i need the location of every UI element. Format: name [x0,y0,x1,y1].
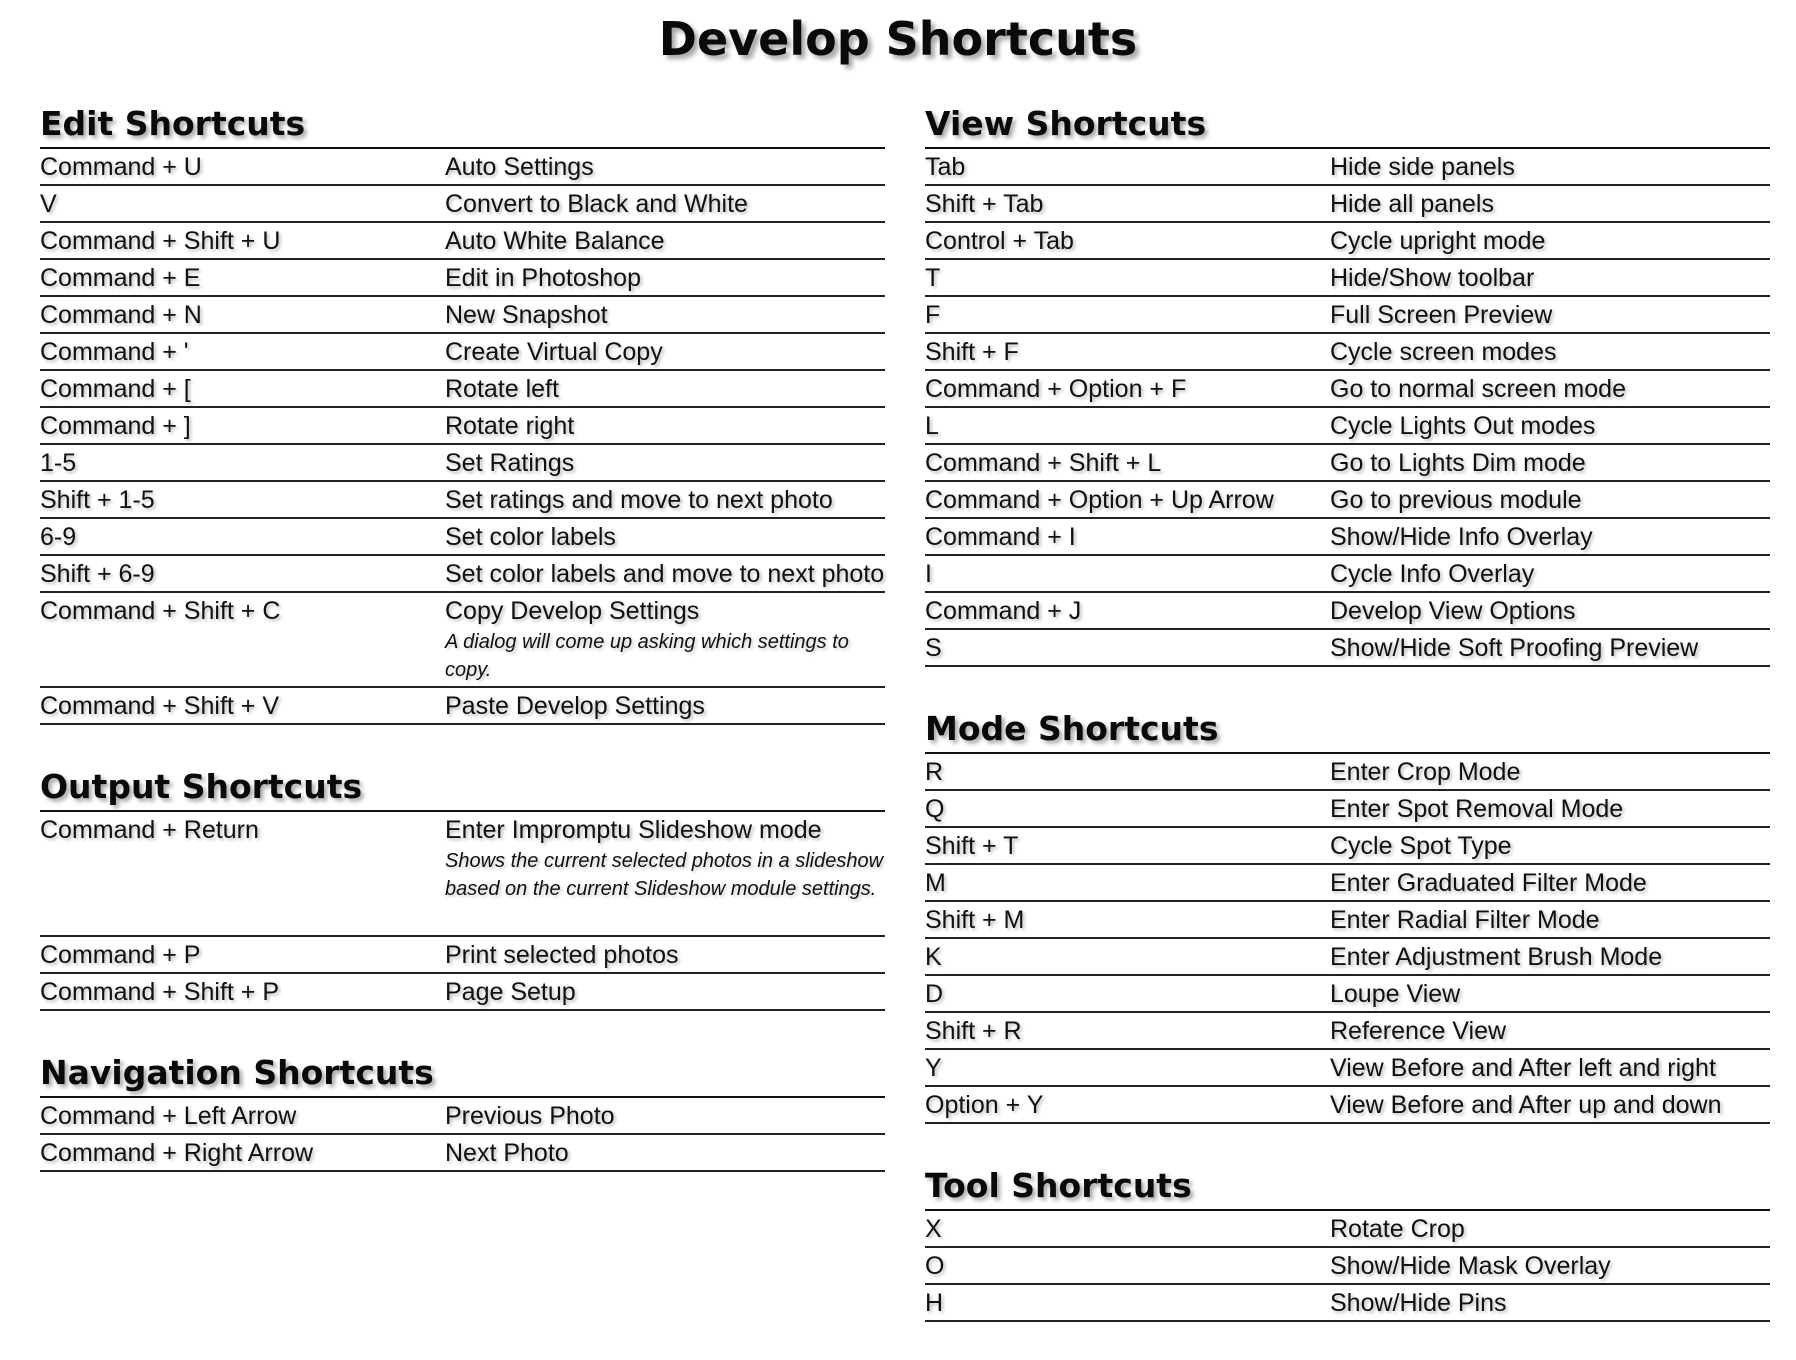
shortcut-list [925,1211,1770,1322]
shortcut-key: S [925,634,942,662]
shortcut-description: Page Setup [445,978,576,1006]
shortcut-list [40,812,885,1011]
shortcut-key: I [925,560,932,588]
shortcut-description: Set ratings and move to next photo [445,486,833,514]
shortcut-description-cell [1330,1248,1770,1283]
shortcut-description-cell [445,445,885,480]
shortcut-row [925,791,1770,828]
shortcut-key: Command + Shift + C [40,597,281,625]
shortcut-list [40,149,885,725]
shortcut-row [925,223,1770,260]
shortcut-key: V [40,190,57,218]
shortcut-description-cell [1330,1285,1770,1320]
shortcut-description-cell [1330,149,1770,184]
shortcut-key: Command + ' [40,338,189,366]
shortcut-key: Shift + F [925,338,1019,366]
shortcut-key: Command + Left Arrow [40,1102,297,1130]
shortcut-row [40,1135,885,1172]
shortcut-row [925,149,1770,186]
section-title: View Shortcuts [925,100,1770,149]
shortcut-description: Show/Hide Info Overlay [1330,523,1593,551]
shortcut-description: Reference View [1330,1017,1507,1045]
shortcut-key: Command + E [40,264,201,292]
shortcut-row [925,186,1770,223]
shortcut-row [40,260,885,297]
shortcut-row [40,223,885,260]
shortcut-description: Hide all panels [1330,190,1494,218]
shortcut-description-cell [1330,1211,1770,1246]
shortcut-description-cell [445,812,885,935]
shortcut-description-cell [445,149,885,184]
shortcut-key: M [925,869,946,897]
shortcut-description: Print selected photos [445,941,679,969]
shortcut-description-cell [1330,297,1770,332]
section-title: Tool Shortcuts [925,1162,1770,1211]
shortcut-key: Shift + T [925,832,1019,860]
shortcut-description: Hide/Show toolbar [1330,264,1535,292]
shortcut-key: R [925,758,944,786]
shortcut-description-cell [445,1098,885,1133]
shortcut-description-cell [445,334,885,369]
shortcut-key: T [925,264,941,292]
shortcut-description-cell [1330,593,1770,628]
shortcut-description: Set color labels [445,523,616,551]
shortcut-description: Rotate Crop [1330,1215,1465,1243]
shortcut-description-cell [1330,223,1770,258]
shortcut-row [925,593,1770,630]
shortcut-key: Command + P [40,941,201,969]
shortcut-row [925,334,1770,371]
shortcut-key: Command + N [40,301,202,329]
shortcut-row [40,519,885,556]
shortcut-description-cell [1330,334,1770,369]
shortcut-description-cell [1330,408,1770,443]
shortcut-key: Command + Shift + L [925,449,1162,477]
shortcut-key: Shift + R [925,1017,1022,1045]
shortcut-row [925,408,1770,445]
shortcut-description-cell [445,974,885,1009]
shortcut-description: Paste Develop Settings [445,692,705,720]
shortcut-key: Option + Y [925,1091,1044,1119]
shortcut-description: View Before and After up and down [1330,1091,1722,1119]
shortcut-key: O [925,1252,945,1280]
tool-shortcuts-section [925,1162,1770,1322]
shortcut-row [40,297,885,334]
shortcut-description: Full Screen Preview [1330,301,1553,329]
shortcut-list [40,1098,885,1172]
section-title: Edit Shortcuts [40,100,885,149]
shortcut-key: Command + Shift + P [40,978,280,1006]
shortcut-description: Enter Adjustment Brush Mode [1330,943,1663,971]
shortcut-row [925,445,1770,482]
shortcut-row [925,1285,1770,1322]
shortcut-description-cell [1330,1087,1770,1122]
shortcut-key: F [925,301,941,329]
shortcut-description-cell [445,519,885,554]
shortcut-key: 1-5 [40,449,77,477]
shortcut-row [925,556,1770,593]
shortcut-row [925,482,1770,519]
shortcut-key: K [925,943,942,971]
shortcut-description: Cycle Lights Out modes [1330,412,1596,440]
shortcut-description: Next Photo [445,1139,569,1167]
shortcut-description: Auto White Balance [445,227,665,255]
shortcut-description: Edit in Photoshop [445,264,641,292]
shortcut-description: Show/Hide Mask Overlay [1330,1252,1611,1280]
shortcut-row [40,974,885,1011]
shortcut-description: Hide side panels [1330,153,1515,181]
shortcut-description: View Before and After left and right [1330,1054,1716,1082]
shortcut-row [925,297,1770,334]
section-title: Output Shortcuts [40,763,885,812]
shortcut-row [925,371,1770,408]
shortcut-description: Enter Graduated Filter Mode [1330,869,1647,897]
shortcut-key: Command + Shift + U [40,227,281,255]
shortcut-row [40,371,885,408]
mode-shortcuts-section [925,705,1770,1124]
view-shortcuts-section [925,100,1770,667]
shortcut-row [925,865,1770,902]
shortcut-description: Auto Settings [445,153,594,181]
shortcut-description: Create Virtual Copy [445,338,663,366]
shortcut-key: H [925,1289,944,1317]
shortcut-description-cell [1330,828,1770,863]
shortcut-row [925,1050,1770,1087]
shortcut-description-cell [445,556,885,591]
shortcut-row [40,812,885,937]
shortcut-key: Q [925,795,945,823]
shortcut-description-cell [445,186,885,221]
shortcut-description-cell [445,408,885,443]
shortcut-key: Command + I [925,523,1076,551]
shortcut-row [40,593,885,688]
output-shortcuts-section [40,763,885,1011]
section-title: Mode Shortcuts [925,705,1770,754]
shortcut-description: Show/Hide Soft Proofing Preview [1330,634,1699,662]
shortcut-description-cell [1330,1050,1770,1085]
shortcut-key: Command + J [925,597,1082,625]
shortcut-description: Enter Spot Removal Mode [1330,795,1624,823]
shortcut-description-cell [1330,939,1770,974]
shortcut-key: Command + ] [40,412,191,440]
shortcut-row [925,1087,1770,1124]
shortcut-description-cell [445,937,885,972]
right-column [925,100,1770,1360]
shortcut-description: Go to normal screen mode [1330,375,1626,403]
shortcut-description: Copy Develop Settings [445,597,700,625]
shortcut-row [925,630,1770,667]
shortcut-description-cell [445,688,885,723]
shortcut-description-cell [445,482,885,517]
shortcut-key: Shift + M [925,906,1025,934]
shortcut-row [40,445,885,482]
shortcut-row [925,519,1770,556]
shortcut-row [40,482,885,519]
shortcut-description: Enter Impromptu Slideshow mode [445,816,822,844]
shortcut-description: Enter Radial Filter Mode [1330,906,1600,934]
shortcut-description-cell [1330,791,1770,826]
shortcut-key: Command + Shift + V [40,692,280,720]
shortcut-description: Convert to Black and White [445,190,748,218]
shortcut-description-cell [445,223,885,258]
shortcut-description-cell [1330,482,1770,517]
shortcut-row [40,688,885,725]
shortcut-row [40,149,885,186]
shortcut-description-cell [1330,519,1770,554]
shortcut-description: Cycle screen modes [1330,338,1557,366]
page-title: Develop Shortcuts [658,12,1138,66]
shortcut-row [925,1013,1770,1050]
shortcut-description: Go to previous module [1330,486,1582,514]
shortcut-row [40,408,885,445]
shortcut-key: X [925,1215,942,1243]
shortcut-key: Tab [925,153,966,181]
shortcut-key: Shift + Tab [925,190,1044,218]
shortcut-note: A dialog will come up asking which settings to copy. [445,631,849,681]
shortcut-key: L [925,412,939,440]
shortcut-key: Shift + 6-9 [40,560,155,588]
shortcut-row [925,754,1770,791]
shortcut-description: Loupe View [1330,980,1461,1008]
shortcut-description-cell [1330,186,1770,221]
shortcut-key: D [925,980,944,1008]
shortcut-list [925,149,1770,667]
shortcut-row [925,939,1770,976]
shortcut-row [40,334,885,371]
edit-shortcuts-section [40,100,885,725]
shortcut-description: Set Ratings [445,449,575,477]
shortcut-description-cell [445,260,885,295]
left-column [40,100,885,1210]
navigation-shortcuts-section [40,1049,885,1172]
shortcut-description: Cycle upright mode [1330,227,1546,255]
shortcut-key: 6-9 [40,523,77,551]
shortcut-row [925,902,1770,939]
shortcut-description-cell [1330,630,1770,665]
shortcut-row [925,1211,1770,1248]
shortcut-description: Show/Hide Pins [1330,1289,1507,1317]
shortcut-key: Y [925,1054,942,1082]
shortcut-description-cell [445,371,885,406]
shortcut-description-cell [1330,556,1770,591]
shortcut-key: Command + Option + Up Arrow [925,486,1274,514]
shortcut-description-cell [1330,754,1770,789]
shortcut-description-cell [445,297,885,332]
shortcut-description: Rotate right [445,412,575,440]
shortcut-row [40,186,885,223]
shortcut-key: Shift + 1-5 [40,486,155,514]
shortcut-description-cell [1330,445,1770,480]
shortcut-row [925,828,1770,865]
shortcut-row [925,1248,1770,1285]
shortcut-description-cell [1330,371,1770,406]
shortcut-description-cell [445,1135,885,1170]
shortcut-description: Set color labels and move to next photo [445,560,885,588]
shortcut-description: Cycle Spot Type [1330,832,1512,860]
shortcut-description-cell [1330,1013,1770,1048]
shortcut-description: Cycle Info Overlay [1330,560,1535,588]
shortcut-key: Command + Option + F [925,375,1187,403]
shortcut-key: Command + Return [40,816,259,844]
shortcut-list [925,754,1770,1124]
shortcut-description-cell [1330,865,1770,900]
shortcut-description-cell [445,593,885,686]
section-title: Navigation Shortcuts [40,1049,885,1098]
shortcut-row [40,1098,885,1135]
shortcut-note: Shows the current selected photos in a slideshow based on the current Slideshow module settings. [445,850,884,900]
shortcut-description: Rotate left [445,375,559,403]
shortcut-row [925,976,1770,1013]
shortcut-key: Command + U [40,153,202,181]
shortcut-description-cell [1330,976,1770,1011]
shortcut-key: Command + [ [40,375,191,403]
shortcut-description: Develop View Options [1330,597,1576,625]
shortcut-description-cell [1330,260,1770,295]
shortcut-description: Go to Lights Dim mode [1330,449,1586,477]
shortcut-description: Previous Photo [445,1102,615,1130]
shortcut-row [40,556,885,593]
shortcut-row [40,937,885,974]
shortcut-key: Control + Tab [925,227,1074,255]
shortcut-row [925,260,1770,297]
shortcut-description-cell [1330,902,1770,937]
shortcut-description: Enter Crop Mode [1330,758,1521,786]
shortcut-key: Command + Right Arrow [40,1139,314,1167]
shortcut-description: New Snapshot [445,301,608,329]
